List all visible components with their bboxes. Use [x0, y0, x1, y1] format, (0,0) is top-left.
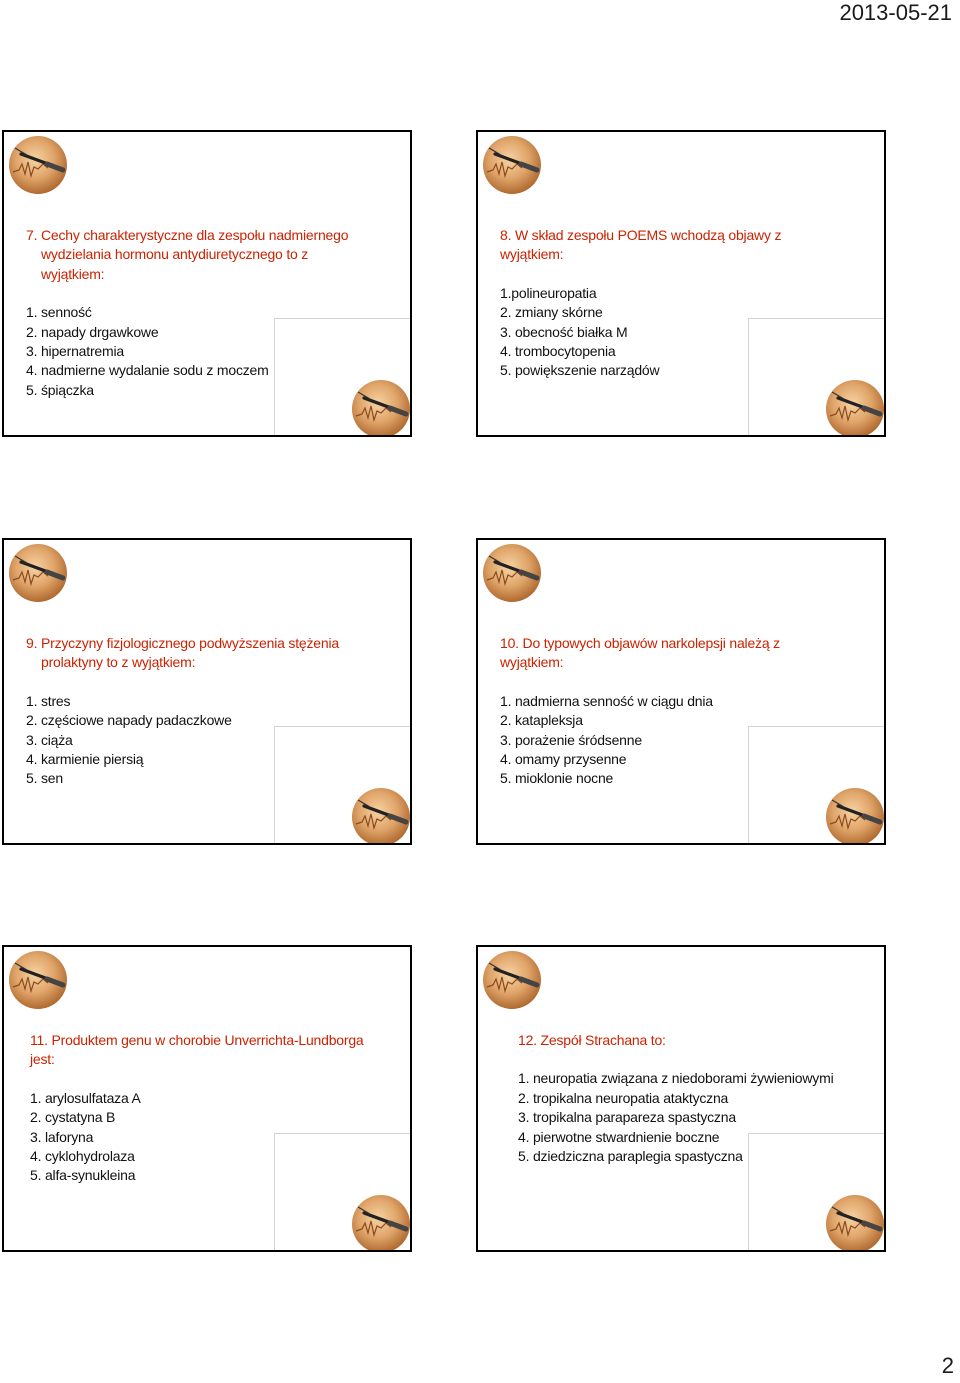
option: 5. dziedziczna paraplegia spastyczna — [518, 1148, 743, 1165]
question-line: 10. Do typowych objawów narkolepsji należą z wyjątkiem: — [500, 635, 780, 671]
option: 1. neuropatia związana z niedoborami żywieniowymi — [518, 1070, 834, 1087]
slide-content — [518, 1031, 874, 1166]
question-line: 11. Produktem genu w chorobie Unverrichta-Lundborga jest: — [30, 1032, 364, 1068]
page-number: 2 — [941, 1353, 954, 1378]
question-line: 7. Cechy charakterystyczne dla zespołu nadmiernego — [26, 227, 349, 243]
logo-icon — [7, 949, 69, 1011]
slide-7 — [2, 130, 412, 437]
slide-content — [26, 634, 370, 789]
option: 2. napady drgawkowe — [26, 323, 159, 340]
option: 3. tropikalna parapareza spastyczna — [518, 1109, 736, 1126]
option: 2. częściowe napady padaczkowe — [26, 712, 232, 729]
question — [26, 634, 370, 673]
slide-11 — [2, 945, 412, 1252]
question — [26, 226, 370, 284]
logo-icon — [7, 134, 69, 196]
option: 1. stres — [26, 692, 71, 709]
logo-icon — [824, 378, 886, 437]
slide-8 — [476, 130, 886, 437]
option: 1.polineuropatia — [500, 284, 597, 301]
logo-icon — [481, 134, 543, 196]
option: 3. porażenie śródsenne — [500, 731, 642, 748]
option: 3. laforyna — [30, 1128, 94, 1145]
question — [500, 634, 844, 673]
logo-icon — [481, 542, 543, 604]
slide-9 — [2, 538, 412, 845]
option: 1. nadmierna senność w ciągu dnia — [500, 692, 713, 709]
option: 2. tropikalna neuropatia ataktyczna — [518, 1089, 729, 1106]
option: 4. karmienie piersią — [26, 751, 144, 768]
option: 2. cystatyna B — [30, 1109, 116, 1126]
option: 5. śpiączka — [26, 381, 94, 398]
slide-10 — [476, 538, 886, 845]
page-date: 2013-05-21 — [839, 0, 952, 25]
option: 5. alfa-synukleina — [30, 1167, 136, 1184]
option: 1. arylosulfataza A — [30, 1089, 141, 1106]
question-line: 8. W skład zespołu POEMS wchodzą objawy z wyjątkiem: — [500, 227, 782, 263]
option: 4. omamy przysenne — [500, 751, 627, 768]
option: 4. nadmierne wydalanie sodu z moczem — [26, 362, 269, 379]
question-line: prolaktyny to z wyjątkiem: — [41, 654, 196, 671]
question — [30, 1031, 390, 1070]
question-line: wydzielania hormonu antydiuretycznego to z wyjątkiem: — [41, 246, 309, 282]
option: 3. hipernatremia — [26, 343, 124, 360]
logo-icon — [350, 786, 412, 845]
question-line: 12. Zespół Strachana to: — [518, 1032, 666, 1048]
option: 3. obecność białka M — [500, 323, 628, 340]
logo-icon — [481, 949, 543, 1011]
option: 2. zmiany skórne — [500, 304, 603, 321]
option: 4. trombocytopenia — [500, 343, 616, 360]
option: 5. powiększenie narządów — [500, 362, 660, 379]
slide-12 — [476, 945, 886, 1252]
option: 5. sen — [26, 770, 63, 787]
logo-icon — [824, 786, 886, 845]
question — [518, 1031, 874, 1050]
option: 4. pierwotne stwardnienie boczne — [518, 1128, 720, 1145]
slide-content — [500, 226, 844, 381]
question — [500, 226, 844, 265]
logo-icon — [350, 1193, 412, 1252]
option: 2. katapleksja — [500, 712, 583, 729]
option: 1. senność — [26, 304, 92, 321]
option: 4. cyklohydrolaza — [30, 1148, 135, 1165]
slide-content — [26, 226, 370, 400]
question-line: 9. Przyczyny fizjologicznego podwyższenia stężenia — [26, 635, 339, 651]
option: 5. mioklonie nocne — [500, 770, 614, 787]
logo-icon — [824, 1193, 886, 1252]
logo-icon — [7, 542, 69, 604]
option: 3. ciąża — [26, 731, 73, 748]
slide-content — [30, 1031, 390, 1186]
slide-content — [500, 634, 844, 789]
